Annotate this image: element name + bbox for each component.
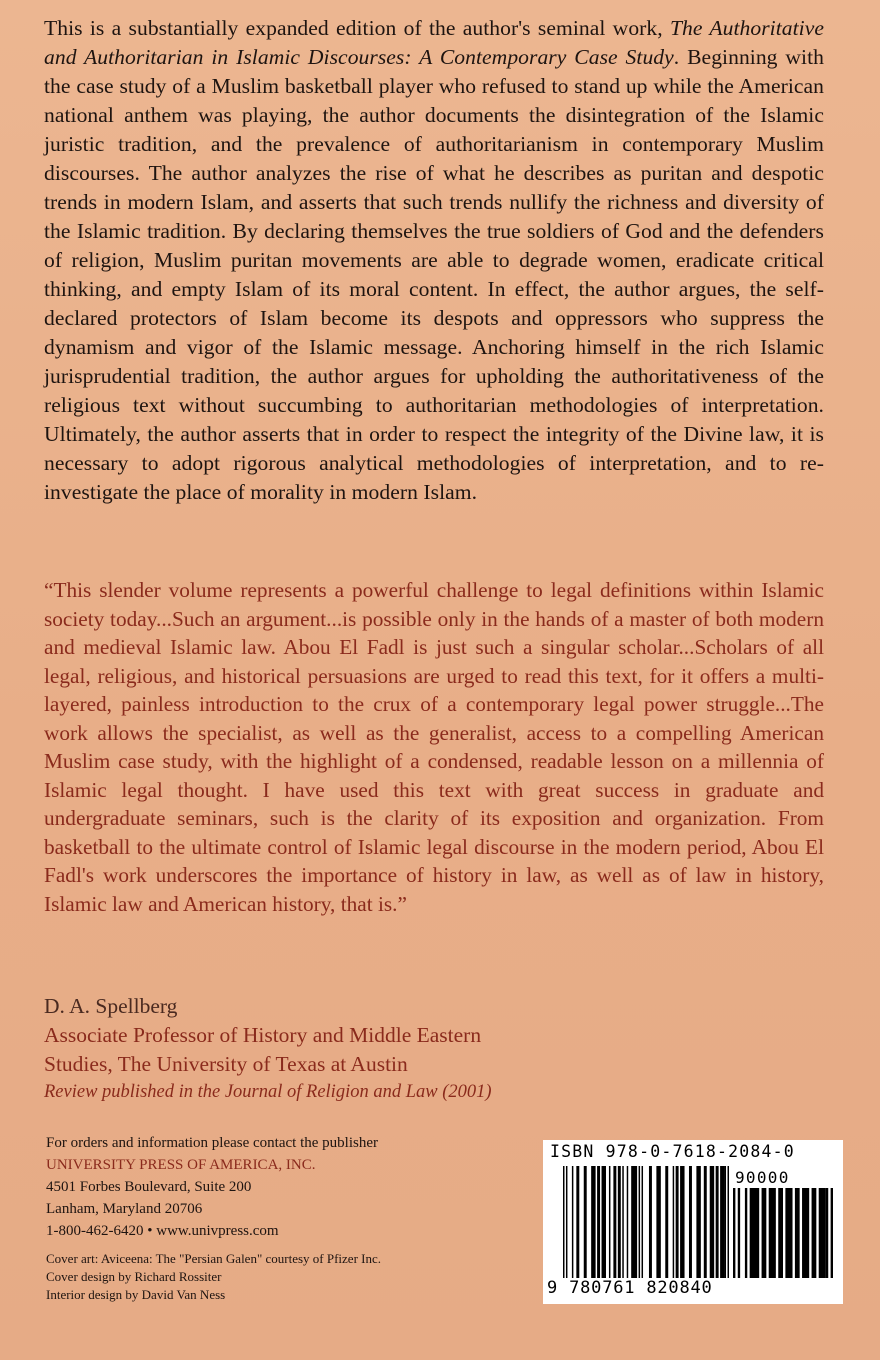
barcode-bar <box>812 1188 817 1278</box>
barcode-bar <box>745 1188 747 1278</box>
barcode-bar <box>819 1188 826 1278</box>
barcode-bar <box>733 1188 735 1278</box>
interior-design-credit: Interior design by David Van Ness <box>46 1287 226 1302</box>
barcode-bar <box>566 1166 567 1278</box>
barcode-bar <box>656 1166 660 1278</box>
publisher-phone-web: 1-800-462-6420 • www.univpress.com <box>46 1223 279 1239</box>
reviewer-title-line-2: Studies, The University of Texas at Austin <box>44 1052 408 1076</box>
barcode-bar <box>665 1166 668 1278</box>
barcode-bar <box>584 1166 587 1278</box>
review-source: Review published in the Journal of Religion and Law (2001) <box>44 1082 492 1102</box>
barcode-bar <box>618 1166 621 1278</box>
barcode-bar <box>642 1166 643 1278</box>
review-attribution <box>44 992 744 1105</box>
publisher-block <box>46 1132 506 1242</box>
publisher-name: UNIVERSITY PRESS OF AMERICA, INC. <box>46 1157 316 1173</box>
barcode-bar <box>602 1166 606 1278</box>
publisher-address-1: 4501 Forbes Boulevard, Suite 200 <box>46 1179 252 1195</box>
review-quote: “This slender volume represents a powerful challenge to legal definitions within Islamic society today...Such an argument...is possible only in the hands of a master of both modern and medieval Islamic law. Abou El Fadl is just such a singular scholar...Scholars of all legal, religious, and historical persuasions are urged to read this text, for it offers a multi-layered, painless introduction to the crux of a contemporary legal power struggle...The work allows the specialist, as well as the generalist, access to a compelling American Muslim case study, with the highlight of a condensed, readable lesson on a millennia of Islamic legal thought. I have used this text with great success in graduate and undergraduate seminars, such is the clarity of its exposition and organization. From basketball to the ultimate control of Islamic legal discourse in the modern period, Abou El Fadl's work underscores the importance of history in law, as well as of law in history, Islamic law and American history, that is.” <box>44 578 824 916</box>
barcode-bar <box>696 1166 700 1278</box>
barcode-bar <box>627 1166 628 1278</box>
design-credits <box>46 1250 526 1304</box>
barcode-bar <box>631 1166 637 1278</box>
barcode-bar <box>831 1188 833 1278</box>
cover-art-credit: Cover art: Aviceena: The "Persian Galen" courtesy of Pfizer Inc. <box>46 1251 382 1266</box>
barcode-bar <box>639 1166 640 1278</box>
blurb-lead: This is a substantially expanded edition of the author's seminal work, <box>44 16 670 40</box>
publisher-address-2: Lanham, Maryland 20706 <box>46 1201 203 1217</box>
barcode-bar <box>609 1166 610 1278</box>
barcode-bar <box>795 1188 800 1278</box>
publisher-contact: For orders and information please contact the publisher <box>46 1135 378 1151</box>
ean-first-digit: 9 <box>547 1278 559 1298</box>
ean-digits <box>547 1278 713 1298</box>
barcode-bar <box>725 1166 726 1278</box>
ean-barcode-bars <box>563 1166 729 1278</box>
barcode-bar <box>591 1166 595 1278</box>
blurb-body: . Beginning with the case study of a Muslim basketball player who refused to stand up while the American national anthem was playing, the author documents the disintegration of the Islamic juristic tradition, and the prevalence of authoritarianism in contemporary Muslim discourses. The author analyzes the rise of what he describes as puritan and despotic trends in modern Islam, and asserts that such trends nullify the richness and diversity of the Islamic tradition. By declaring themselves the true soldiers of God and the defenders of religion, Muslim puritan movements are able to degrade women, eradicate critical thinking, and empty Islam of its moral content. In effect, the author argues, the self-declared protectors of Islam become its despots and oppressors who suppress the dynamism and vigor of the Islamic message. Anchoring himself in the rich Islamic jurisprudential tradition, the author argues for upholding the authoritativeness of the religious text without succumbing to authoritarian methodologies of interpretation. Ultimately, the author asserts that in order to respect the integrity of the Divine law, it is necessary to adopt rigorous analytical methodologies of interpretation, and to re-investigate the place of morality in modern Islam. <box>44 45 824 504</box>
barcode-bar <box>563 1166 564 1278</box>
barcode-bar <box>802 1188 809 1278</box>
barcode-bar <box>769 1188 776 1278</box>
barcode-bar <box>576 1166 579 1278</box>
previous-edition-title: The Authoritative and Authoritarian in Islamic Discourses: A Contemporary Case Study <box>44 16 825 69</box>
barcode-bar <box>622 1166 623 1278</box>
cover-design-credit: Cover design by Richard Rossiter <box>46 1269 222 1284</box>
barcode-bar <box>778 1188 783 1278</box>
barcode-bar <box>689 1166 692 1278</box>
price-code: 90000 <box>735 1168 790 1187</box>
ean-left-digits: 780761 <box>569 1278 636 1298</box>
barcode-bar <box>710 1166 714 1278</box>
barcode-bar <box>613 1166 616 1278</box>
barcode-bar <box>720 1166 724 1278</box>
barcode-bar <box>750 1188 760 1278</box>
isbn-number: ISBN 978-0-7618-2084-0 <box>550 1142 795 1161</box>
barcode-bar <box>704 1166 707 1278</box>
reviewer-title-line-1: Associate Professor of History and Middle Eastern <box>44 1023 482 1047</box>
barcode-bar <box>597 1166 600 1278</box>
barcode-bar <box>673 1166 674 1278</box>
barcode-bar <box>649 1166 652 1278</box>
addon-barcode-bars <box>733 1188 833 1278</box>
isbn-barcode <box>543 1140 843 1304</box>
barcode-bar <box>572 1166 573 1278</box>
ean-right-digits: 820840 <box>646 1278 713 1298</box>
barcode-bar <box>728 1166 729 1278</box>
barcode-bar <box>762 1188 767 1278</box>
barcode-bar <box>676 1166 679 1278</box>
barcode-bar <box>716 1166 719 1278</box>
reviewer-name: D. A. Spellberg <box>44 994 178 1018</box>
barcode-bar <box>826 1188 828 1278</box>
barcode-bar <box>680 1166 684 1278</box>
barcode-bar <box>785 1188 792 1278</box>
barcode-bar <box>738 1188 740 1278</box>
book-description <box>44 14 824 507</box>
